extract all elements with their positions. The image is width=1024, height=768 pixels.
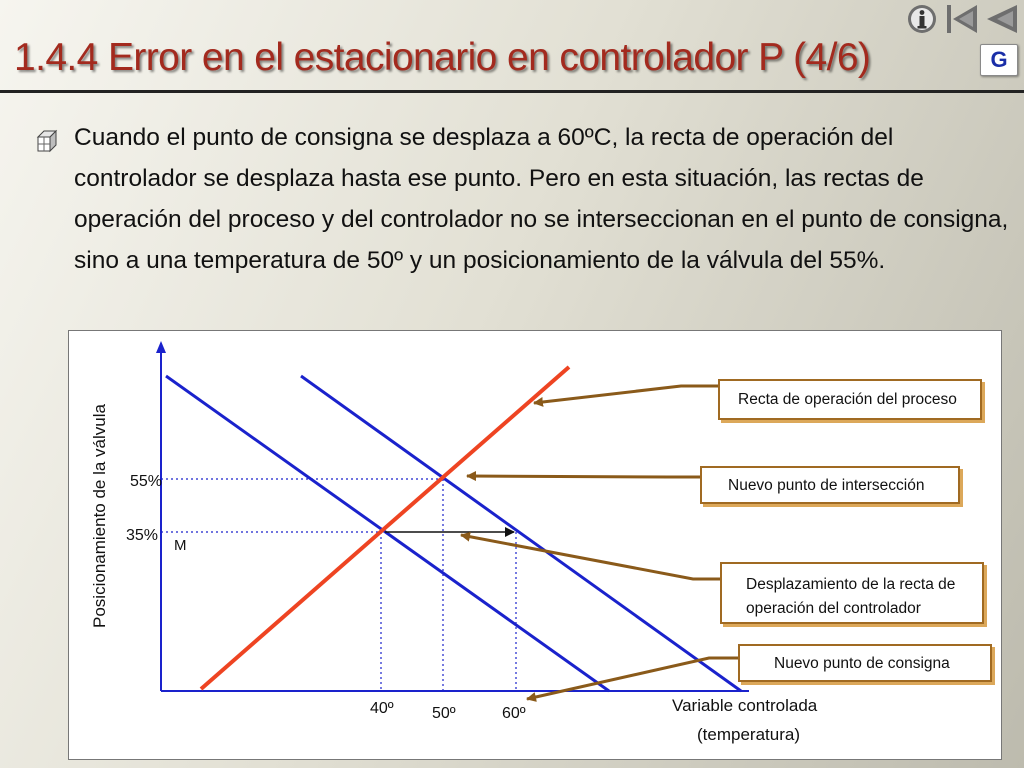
y-tick-55: 55% xyxy=(130,473,163,490)
callout-controller-shift-line2: operación del controlador xyxy=(746,600,921,617)
title-divider xyxy=(0,90,1024,93)
back-triangle-icon[interactable] xyxy=(984,2,1020,36)
arrow-new-intersection xyxy=(467,476,701,477)
callout-process-line xyxy=(718,379,982,420)
body-paragraph: Cuando el punto de consigna se desplaza a 60ºC, la recta de operación del controlador se desplaza hasta ese punto. Pero en esta situación, las rectas de operación del proceso y del controlador no se interseccionan en el punto de consigna, sino a una temperatura de 50º y un posicionamiento de la válvula del 55%. xyxy=(74,124,1009,274)
callout-controller-shift xyxy=(720,562,984,624)
glossary-button[interactable]: G xyxy=(980,44,1018,76)
x-axis-label-line2: (temperatura) xyxy=(697,725,800,744)
y-axis-label: Posicionamiento de la válvula xyxy=(90,404,109,628)
y-tick-35: 35% xyxy=(126,527,159,544)
info-icon[interactable] xyxy=(904,2,940,36)
arrow-controller-shift xyxy=(461,535,721,579)
callout-new-setpoint xyxy=(738,644,992,682)
arrow-new-setpoint xyxy=(527,658,739,699)
x-tick-40: 40º xyxy=(370,700,394,717)
skip-to-first-icon[interactable] xyxy=(944,2,980,36)
x-tick-60: 60º xyxy=(502,705,526,722)
arrow-process-line xyxy=(534,386,719,403)
callout-new-intersection xyxy=(700,466,960,504)
x-tick-50: 50º xyxy=(432,705,456,722)
callout-new-setpoint-text: Nuevo punto de consigna xyxy=(774,655,950,672)
callout-new-intersection-text: Nuevo punto de intersección xyxy=(728,477,925,494)
callout-process-line-text: Recta de operación del proceso xyxy=(738,391,957,408)
controller-line-shifted xyxy=(301,376,741,691)
callout-controller-shift-line1: Desplazamiento de la recta de xyxy=(746,576,956,593)
bullet-icon xyxy=(34,127,62,155)
point-m-label: M xyxy=(174,537,187,554)
x-axis-label-line1: Variable controlada xyxy=(672,696,818,715)
page-title: 1.4.4 Error en el estacionario en controlador P (4/6) xyxy=(14,36,871,79)
y-axis-arrowhead xyxy=(156,341,166,353)
controller-line-original xyxy=(166,376,609,691)
navigation-bar xyxy=(896,0,1024,40)
